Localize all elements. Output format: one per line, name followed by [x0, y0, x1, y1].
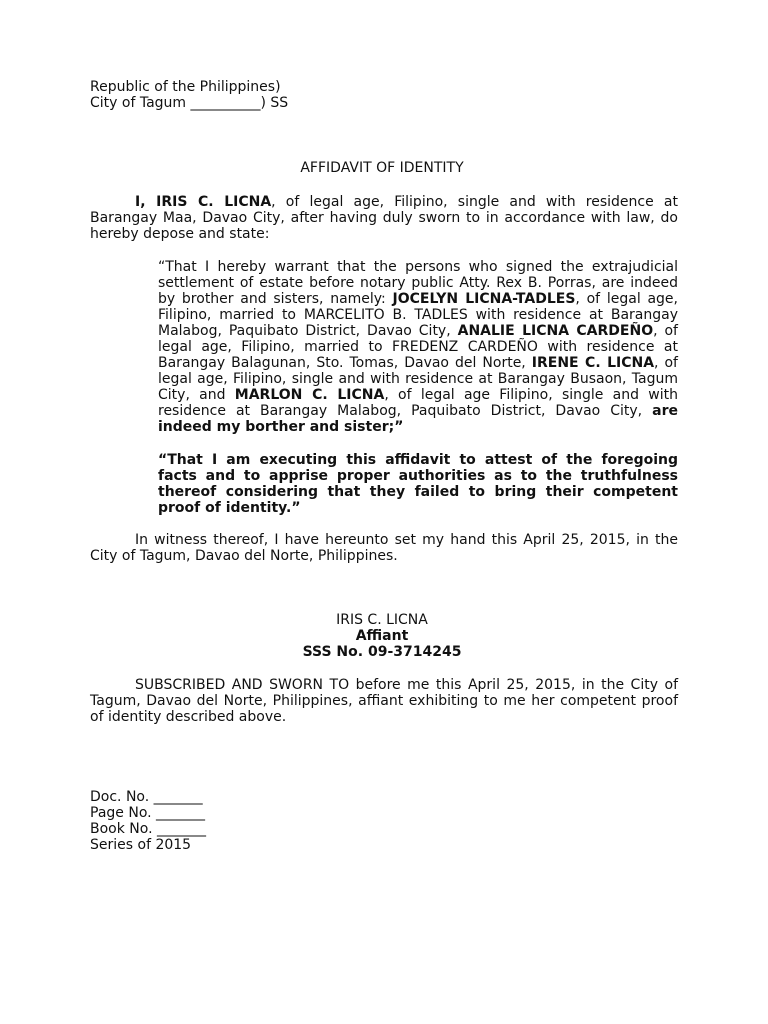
affiant-name-inline: I, IRIS C. LICNA — [135, 194, 272, 210]
series-year: Series of 2015 — [90, 837, 192, 853]
quoted-statements — [158, 259, 678, 516]
quote-paragraph-1 — [158, 259, 678, 435]
quote1-ending: are indeed my borther and sister;” — [158, 403, 678, 435]
signatory-role: Affiant — [355, 628, 409, 644]
quote1-text-2: , of legal age, Filipino, married to MARCELITO B. TADLES with residence at Barangay Malabog, Paquibato District, Davao City, — [158, 291, 678, 339]
intro-text: , of legal age, Filipino, single and with residence at Barangay Maa, Davao City, after having duly sworn to in accordance with law, do hereby depose and state: — [90, 194, 678, 242]
jurat-paragraph: SUBSCRIBED AND SWORN TO before me this April 25, 2015, in the City of Tagum, Davao del Norte, Philippines, affiant exhibiting to me her competent proof of identity described above. — [90, 677, 678, 725]
quote1-text-3: , of legal age, Filipino, married to FREDENZ CARDEÑO with residence at Barangay Balagunan, Sto. Tomas, Davao del Norte, — [158, 323, 678, 371]
witness-paragraph: In witness thereof, I have hereunto set my hand this April 25, 2015, in the City of Tagum, Davao del Norte, Philippines. — [90, 532, 678, 564]
doc-no: Doc. No. _______ — [90, 789, 203, 805]
venue-city: City of Tagum __________) SS — [90, 95, 289, 111]
venue-block — [90, 79, 678, 111]
signatory-name: IRIS C. LICNA — [336, 612, 428, 628]
signature-block — [86, 612, 678, 660]
page-no: Page No. _______ — [90, 805, 206, 821]
intro-paragraph — [90, 194, 678, 242]
signatory-sss: SSS No. 09-3714245 — [302, 644, 462, 660]
sibling-name-4: MARLON C. LICNA — [234, 387, 385, 403]
book-no: Book No. _______ — [90, 821, 206, 837]
quote1-text-4: , of legal age, Filipino, single and with residence at Barangay Busaon, Tagum City, and — [158, 355, 678, 403]
quote1-text-1: “That I hereby warrant that the persons who signed the extrajudicial settlement of estate before notary public Atty. Rex B. Porras, are indeed by brother and sisters, namely: — [158, 259, 678, 307]
document-title: AFFIDAVIT OF IDENTITY — [300, 160, 464, 176]
venue-republic: Republic of the Philippines) — [90, 79, 281, 95]
quote1-text-5: , of legal age Filipino, single and with residence at Barangay Malabog, Paquibato District, Davao City, — [158, 387, 678, 419]
sibling-name-1: JOCELYN LICNA-TADLES — [392, 291, 576, 307]
affidavit-document — [90, 79, 678, 853]
sibling-name-3: IRENE C. LICNA — [531, 355, 655, 371]
quote-paragraph-2: “That I am executing this affidavit to attest of the foregoing facts and to apprise proper authorities as to the truthfulness thereof considering that they failed to bring their competent proof of identity.” — [158, 452, 678, 516]
sibling-name-2: ANALIE LICNA CARDEÑO — [457, 323, 654, 339]
notarial-register — [90, 789, 678, 853]
